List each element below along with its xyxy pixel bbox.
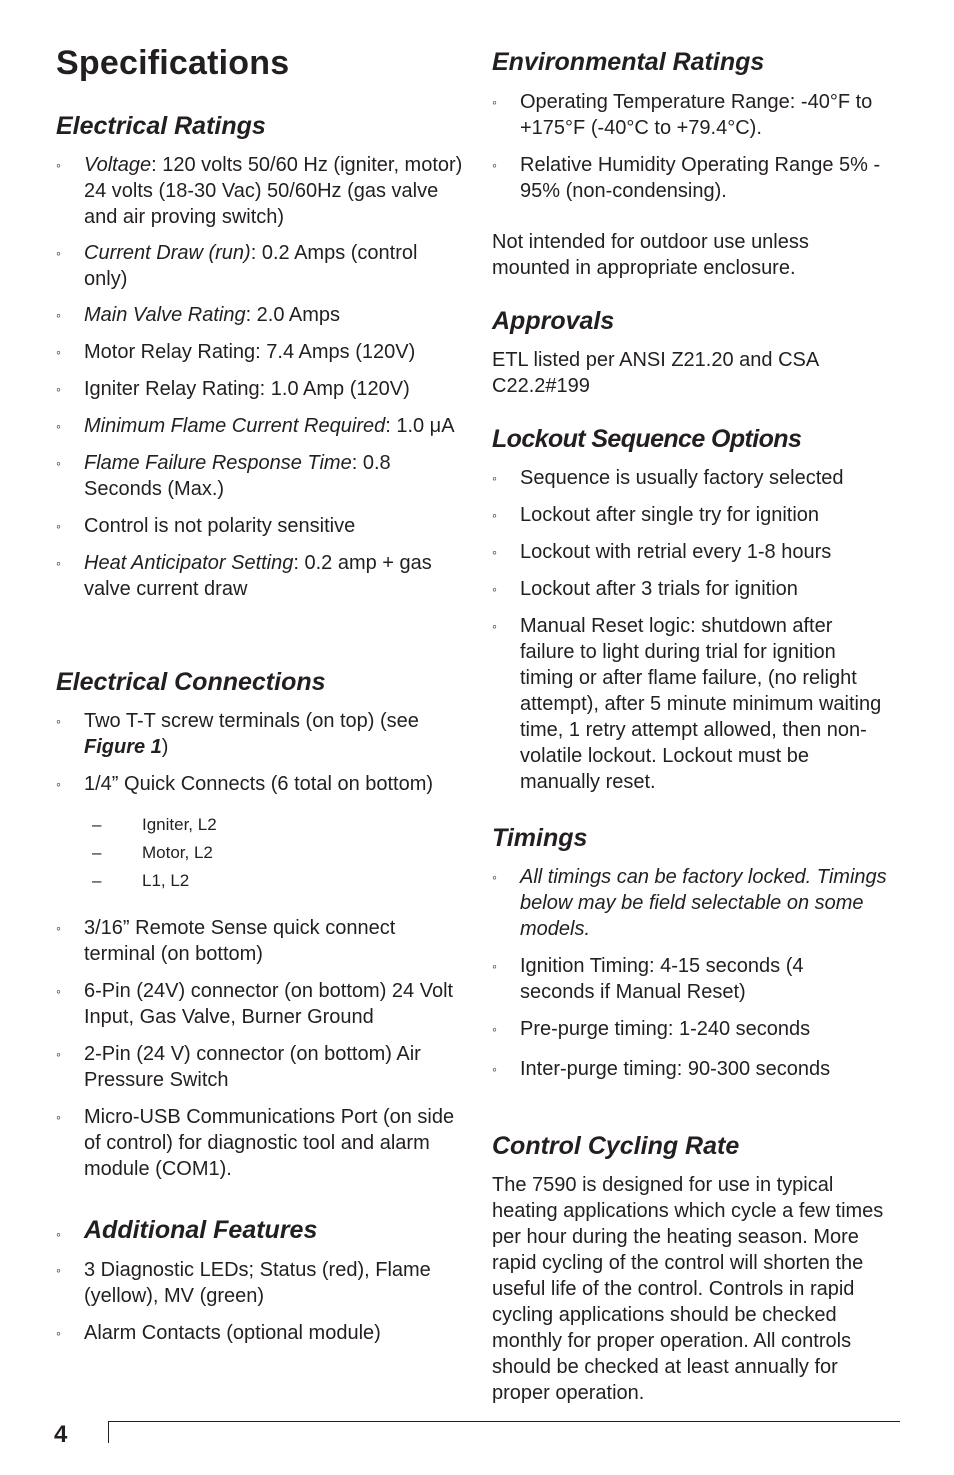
list-item: ◦ Flame Failure Response Time: 0.8 Seconds (Max.) — [56, 452, 391, 500]
footer-rule — [108, 1421, 900, 1422]
electrical-ratings-heading: Electrical Ratings — [56, 112, 266, 140]
list-item: ◦ Micro-USB Communications Port (on side of control) for diagnostic tool and alarm module (COM1). — [56, 1106, 455, 1180]
control-cycling-heading: Control Cycling Rate — [492, 1132, 740, 1160]
list-item: ◦ Heat Anticipator Setting: 0.2 amp + gas valve current draw — [56, 552, 432, 600]
timings-list — [492, 864, 904, 1082]
list-item: ◦ Main Valve Rating: 2.0 Amps — [56, 304, 341, 326]
bullet-icon: ◦ — [56, 344, 61, 360]
approvals-heading: Approvals — [492, 307, 615, 335]
bullet-icon: ◦ — [56, 418, 61, 434]
list-item: ◦ Alarm Contacts (optional module) — [56, 1322, 381, 1344]
bullet-icon: ◦ — [56, 157, 61, 173]
bullet-icon: ◦ — [492, 618, 497, 634]
bullet-icon: ◦ — [56, 381, 61, 397]
bullet-icon: ◦ — [56, 983, 61, 999]
dash-icon: – — [92, 871, 102, 890]
bullet-icon: ◦ — [56, 555, 61, 571]
list-item: ◦ Operating Temperature Range: -40°F to +175°F (-40°C to +79.4°C). — [492, 91, 873, 139]
bullet-icon: ◦ — [492, 1021, 497, 1037]
dash-icon: – — [92, 843, 102, 862]
lockout-sequence-heading: Lockout Sequence Options — [492, 425, 802, 453]
electrical-connections-heading: Electrical Connections — [56, 668, 326, 696]
list-item: ◦ All timings can be factory locked. Timings below may be field selectable on some models. — [492, 866, 887, 940]
approvals-text: ETL listed per ANSI Z21.20 and CSA C22.2#199 — [492, 349, 819, 397]
bullet-icon: ◦ — [492, 581, 497, 597]
bullet-icon: ◦ — [492, 157, 497, 173]
list-item: ◦ Sequence is usually factory selected — [492, 467, 844, 489]
control-cycling-text: The 7590 is designed for use in typical heating applications which cycle a few times per hour during the heating season. More rapid cycling of the control will shorten the useful life of the control. Controls in rapid cycling applications should be checked monthly for proper operation. All controls should be checked at least annually for proper operation. — [492, 1174, 884, 1404]
list-item: ◦ Inter-purge timing: 90-300 seconds — [492, 1058, 831, 1080]
list-item: ◦ 3/16” Remote Sense quick connect terminal (on bottom) — [56, 917, 396, 965]
bullet-icon: ◦ — [56, 920, 61, 936]
bullet-icon: ◦ — [56, 1325, 61, 1341]
list-item: ◦ Lockout after single try for ignition — [492, 504, 820, 526]
sub-list-item: – Igniter, L2 — [92, 811, 392, 839]
bullet-icon: ◦ — [56, 713, 61, 729]
bullet-icon: ◦ — [492, 958, 497, 974]
bullet-icon: ◦ — [56, 455, 61, 471]
list-item: ◦ 3 Diagnostic LEDs; Status (red), Flame (yellow), MV (green) — [56, 1259, 431, 1307]
quick-connect-sublist — [92, 811, 392, 895]
additional-features-heading: Additional Features — [84, 1216, 318, 1244]
list-item: ◦ Manual Reset logic: shutdown after failure to light during trial for ignition timing or after flame failure, (no relight attempt), after 5 minute minimum waiting time, 1 retry attempt allowed, then non-volatile lockout. Lockout must be manually reset. — [492, 615, 882, 793]
list-item: ◦ Current Draw (run): 0.2 Amps (control only) — [56, 242, 418, 290]
environmental-ratings-heading: Environmental Ratings — [492, 48, 765, 76]
list-item: ◦ 1/4” Quick Connects (6 total on bottom) — [56, 773, 434, 795]
outdoor-use-note: Not intended for outdoor use unless mounted in appropriate enclosure. — [492, 231, 809, 279]
bullet-icon: ◦ — [56, 1046, 61, 1062]
list-item: ◦ Ignition Timing: 4-15 seconds (4 seconds if Manual Reset) — [492, 955, 804, 1003]
dash-icon: – — [92, 815, 102, 834]
list-item: ◦ Voltage: 120 volts 50/60 Hz (igniter, motor) 24 volts (18-30 Vac) 50/60Hz (gas valve and air proving switch) — [56, 154, 463, 228]
bullet-icon: ◦ — [492, 869, 497, 885]
electrical-connections-list-continued — [56, 915, 468, 1182]
bullet-icon: ◦ — [56, 1109, 61, 1125]
environmental-ratings-list — [492, 89, 904, 204]
bullet-icon: ◦ — [492, 94, 497, 110]
list-item: ◦ Minimum Flame Current Required: 1.0 μA — [56, 415, 455, 437]
list-item: ◦ Lockout with retrial every 1-8 hours — [492, 541, 832, 563]
additional-features-list — [56, 1257, 468, 1346]
bullet-icon: ◦ — [56, 307, 61, 323]
list-item: ◦ Relative Humidity Operating Range 5% - 95% (non-condensing). — [492, 154, 881, 202]
bullet-icon: ◦ — [492, 470, 497, 486]
bullet-icon: ◦ — [56, 1262, 61, 1278]
bullet-icon: ◦ — [492, 544, 497, 560]
page-number: 4 — [54, 1421, 68, 1448]
bullet-icon: ◦ — [492, 507, 497, 523]
sub-list-item: – Motor, L2 — [92, 839, 392, 867]
list-item: ◦ Control is not polarity sensitive — [56, 515, 356, 537]
sub-list-item: – L1, L2 — [92, 867, 392, 895]
electrical-ratings-list — [56, 152, 466, 602]
bullet-icon: ◦ — [492, 1061, 497, 1077]
bullet-icon: ◦ — [56, 1226, 61, 1242]
timings-heading: Timings — [492, 824, 588, 852]
lockout-sequence-list — [492, 465, 904, 795]
list-item: ◦ 6-Pin (24V) connector (on bottom) 24 Volt Input, Gas Valve, Burner Ground — [56, 980, 454, 1028]
bullet-icon: ◦ — [56, 245, 61, 261]
list-item: ◦ 2-Pin (24 V) connector (on bottom) Air Pressure Switch — [56, 1043, 421, 1091]
footer-rule-tick — [108, 1421, 109, 1443]
bullet-icon: ◦ — [56, 518, 61, 534]
page-title: Specifications — [56, 44, 290, 82]
list-item: ◦ Igniter Relay Rating: 1.0 Amp (120V) — [56, 378, 410, 400]
electrical-connections-list — [56, 708, 468, 797]
list-item: ◦ Pre-purge timing: 1-240 seconds — [492, 1018, 811, 1040]
bullet-icon: ◦ — [56, 776, 61, 792]
list-item: ◦ Motor Relay Rating: 7.4 Amps (120V) — [56, 341, 416, 363]
list-item: ◦ Lockout after 3 trials for ignition — [492, 578, 798, 600]
figure-reference: Figure 1 — [84, 736, 162, 758]
list-item: ◦ Two T-T screw terminals (on top) (see Figure 1) — [56, 710, 419, 758]
